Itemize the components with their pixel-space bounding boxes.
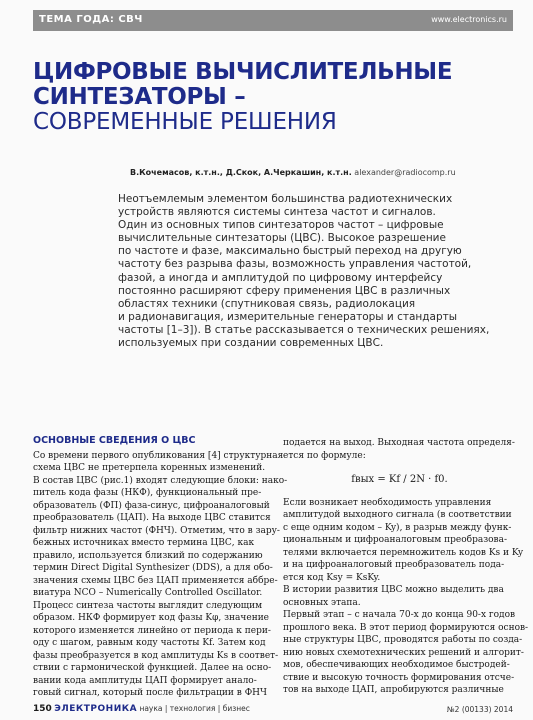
issue-number: №2 (00133) 2014 <box>446 705 513 714</box>
output-frequency-formula: fвых = Kf / 2N · f0. <box>351 474 448 485</box>
text-line: фильтр нижних частот (ФНЧ). Отметим, что в зару- <box>33 525 280 536</box>
text-line: схема ЦВС не претерпела коренных изменений. <box>33 463 266 473</box>
text-line: ется по формуле: <box>283 450 366 461</box>
abstract-line: областях техники (спутниковая связь, радиолокация <box>118 297 416 310</box>
text-line: мов, обеспечивающих необходимое быстродей- <box>283 660 510 670</box>
author-names: В.Кочемасов, к.т.н., Д.Скок, А.Черкашин, к.т.н. <box>130 168 352 177</box>
abstract-line: частоты [1–3]). В статье рассказывается о технических решениях, <box>118 323 490 336</box>
title-line: ЦИФРОВЫЕ ВЫЧИСЛИТЕЛЬНЫЕ <box>33 59 453 85</box>
text-line: ные структуры ЦВС, проводятся работы по созда- <box>283 635 523 645</box>
page-number: 150 <box>33 704 52 714</box>
text-line: термин Direct Digital Synthesizer (DDS), а для обо- <box>33 563 273 573</box>
abstract-line: устройств являются системы синтеза частот и сигналов. <box>118 206 436 219</box>
abstract-line: Один из основных типов синтезаторов частот – цифровые <box>118 219 444 232</box>
right-column <box>283 437 529 697</box>
text-line: телями включается перемножитель кодов Ks и Ky <box>283 547 524 558</box>
right-column-text-top <box>283 437 516 462</box>
text-line: преобразователь (ЦАП). На выходе ЦВС ставится <box>33 513 271 523</box>
text-line: основных этапа. <box>283 597 361 608</box>
header-bar <box>33 10 513 31</box>
text-line: амплитудой выходного сигнала (в соответствии <box>283 510 512 520</box>
title-line: СИНТЕЗАТОРЫ – <box>33 84 246 110</box>
text-line: ствии с гармонической функцией. Далее на осно- <box>33 663 272 673</box>
left-column-text <box>33 450 288 700</box>
text-line: тов на выходе ЦАП, апробируются различные <box>283 685 504 695</box>
abstract-line: вычислительные синтезаторы (ЦВС). Высокое разрешение <box>118 232 446 245</box>
article-abstract <box>118 193 498 350</box>
magazine-sections: наука | технология | бизнес <box>139 704 250 713</box>
abstract-line: используемых при создании современных ЦВС. <box>118 337 384 350</box>
text-line: которого изменяется линейно от периода к пери- <box>33 625 271 636</box>
text-line: образователь (ФП) фаза-синус, цифроаналоговый <box>33 500 270 511</box>
text-line: с еще одним кодом – Ky), в разрыв между функ- <box>283 522 512 533</box>
text-line: и на цифроаналоговый преобразователь пода- <box>283 560 505 570</box>
text-line: питель кода фазы (НКФ), функциональный пре- <box>33 488 262 498</box>
author-line <box>130 168 456 177</box>
text-line: ется код Ksy = KsKy. <box>283 572 381 583</box>
text-line: образом. НКФ формирует код фазы Kφ, значение <box>33 613 270 623</box>
text-line: нию новых схемотехнических решений и алгорит- <box>283 647 524 658</box>
abstract-line: и радионавигация, измерительные генераторы и стандарты <box>118 310 458 323</box>
author-email[interactable]: alexander@radiocomp.ru <box>354 168 456 177</box>
text-line: вании кода амплитуды ЦАП формирует анало- <box>33 675 257 686</box>
text-line: говый сигнал, который после фильтрации в ФНЧ <box>33 688 267 698</box>
abstract-line: фазой, а иногда и амплитудой по цифровому интерфейсу <box>118 271 443 284</box>
text-line: Если возникает необходимость управления <box>283 497 492 508</box>
text-line: Процесс синтеза частоты выглядит следующим <box>33 600 263 611</box>
theme-label: ТЕМА ГОДА: СВЧ <box>39 14 143 25</box>
text-line: оду с шагом, равным коду частоты Kf. Затем код <box>33 638 266 648</box>
abstract-line: частоту без разрыва фазы, возможность управления частотой, <box>118 258 472 271</box>
article-subtitle: СОВРЕМЕННЫЕ РЕШЕНИЯ <box>33 109 337 135</box>
text-line: бежных источниках вместо термина ЦВС, как <box>33 538 255 548</box>
abstract-line: Неотъемлемым элементом большинства радиотехнических <box>118 193 453 205</box>
text-line: циональным и цифроаналоговым преобразова- <box>283 535 508 545</box>
text-line: Со времени первого опубликования [4] структурная <box>33 450 284 461</box>
text-line: В состав ЦВС (рис.1) входят следующие блоки: нако- <box>33 475 288 486</box>
section-heading: ОСНОВНЫЕ СВЕДЕНИЯ О ЦВС <box>33 435 196 446</box>
article-title <box>33 60 503 110</box>
text-line: Первый этап – с начала 70-х до конца 90-х годов <box>283 610 516 620</box>
text-line: подается на выход. Выходная частота определя- <box>283 438 515 448</box>
magazine-name: ЭЛЕКТРОНИКА <box>54 704 138 714</box>
text-line: ствие и высокую точность формирования отсче- <box>283 672 515 683</box>
site-url[interactable]: www.electronics.ru <box>431 15 507 24</box>
right-column-text-bottom <box>283 497 529 697</box>
text-line: В истории развития ЦВС можно выделить два <box>283 585 504 595</box>
text-line: виатура NCO – Numerically Controlled Oscillator. <box>33 588 263 598</box>
text-line: фазы преобразуется в код амплитуды Ks в соответ- <box>33 650 279 661</box>
abstract-line: по частоте и фазе, максимально быстрый переход на другую <box>118 245 462 258</box>
text-line: правило, используется близкий по содержанию <box>33 550 263 561</box>
text-line: значения схемы ЦВС без ЦАП применяется аббре- <box>33 575 278 586</box>
abstract-line: постоянно расширяют сферу применения ЦВС в различных <box>118 284 451 297</box>
left-column <box>33 435 288 700</box>
text-line: прошлого века. В этот период формируются основ- <box>283 622 529 633</box>
